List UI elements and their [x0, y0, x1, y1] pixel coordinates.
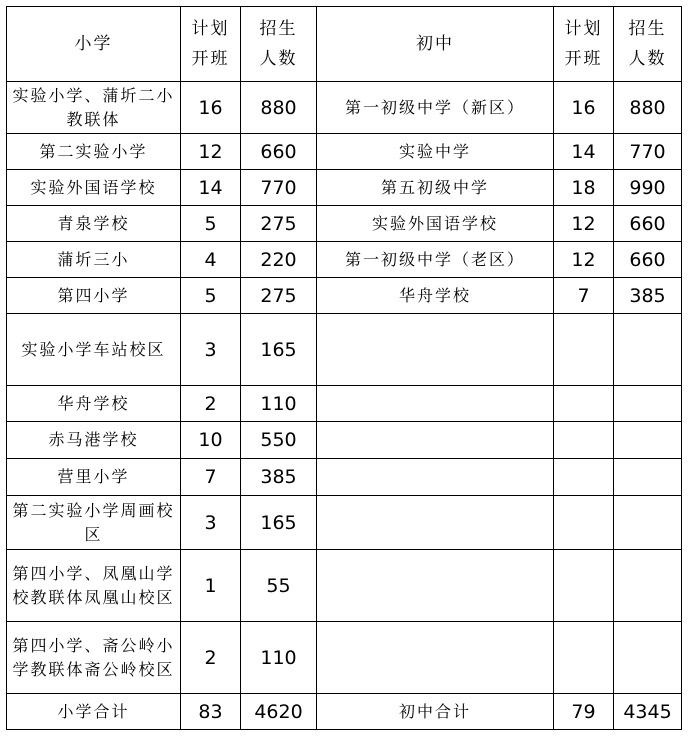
- primary-total-students: 4620: [241, 694, 317, 730]
- primary-students: 550: [241, 422, 317, 459]
- primary-classes: 7: [181, 459, 241, 496]
- middle-students: [614, 422, 682, 459]
- primary-students: 165: [241, 496, 317, 550]
- header-enrollment-line1: 招生: [259, 19, 298, 39]
- middle-school-name: 华舟学校: [317, 278, 554, 314]
- middle-school-name: [317, 550, 554, 622]
- primary-classes: 12: [181, 134, 241, 170]
- middle-total-classes: 79: [554, 694, 614, 730]
- table-row: [7, 386, 682, 422]
- middle-classes: 16: [554, 82, 614, 134]
- primary-school-name: 第四小学、凤凰山学校教联体凤凰山校区: [7, 550, 181, 622]
- primary-students: 880: [241, 82, 317, 134]
- primary-school-name: 蒲圻三小: [7, 242, 181, 278]
- middle-school-name: [317, 496, 554, 550]
- primary-school-name: 华舟学校: [7, 386, 181, 422]
- middle-students: [614, 622, 682, 694]
- primary-classes: 3: [181, 496, 241, 550]
- middle-school-name: 实验外国语学校: [317, 206, 554, 242]
- primary-classes: 5: [181, 206, 241, 242]
- enrollment-plan-table: [6, 6, 682, 730]
- primary-school-name: 第二实验小学: [7, 134, 181, 170]
- table-row: [7, 82, 682, 134]
- middle-students: 990: [614, 170, 682, 206]
- middle-classes: 14: [554, 134, 614, 170]
- header-middle-planned-classes-line1: 计划: [564, 19, 603, 39]
- table-row: [7, 134, 682, 170]
- middle-classes: [554, 386, 614, 422]
- primary-school-name: 第四小学、斋公岭小学教联体斋公岭校区: [7, 622, 181, 694]
- primary-classes: 2: [181, 622, 241, 694]
- header-row: [7, 7, 682, 82]
- middle-total-label: 初中合计: [317, 694, 554, 730]
- header-middle-enrollment-line2: 人数: [628, 49, 667, 69]
- middle-school-name: [317, 459, 554, 496]
- primary-students: 220: [241, 242, 317, 278]
- primary-classes: 14: [181, 170, 241, 206]
- primary-students: 660: [241, 134, 317, 170]
- primary-classes: 3: [181, 314, 241, 386]
- primary-students: 275: [241, 206, 317, 242]
- primary-classes: 1: [181, 550, 241, 622]
- middle-school-name: 实验中学: [317, 134, 554, 170]
- header-middle: 初中: [317, 7, 554, 82]
- middle-classes: 7: [554, 278, 614, 314]
- primary-classes: 2: [181, 386, 241, 422]
- primary-school-name: 赤马港学校: [7, 422, 181, 459]
- middle-school-name: [317, 314, 554, 386]
- primary-students: 110: [241, 386, 317, 422]
- primary-school-name: 实验外国语学校: [7, 170, 181, 206]
- middle-total-students: 4345: [614, 694, 682, 730]
- header-enrollment: [241, 7, 317, 82]
- middle-classes: [554, 314, 614, 386]
- primary-total-classes: 83: [181, 694, 241, 730]
- middle-classes: 12: [554, 242, 614, 278]
- primary-school-name: 第四小学: [7, 278, 181, 314]
- table-row: [7, 242, 682, 278]
- middle-students: 770: [614, 134, 682, 170]
- middle-students: [614, 496, 682, 550]
- middle-classes: [554, 459, 614, 496]
- middle-students: [614, 386, 682, 422]
- primary-school-name: 实验小学、蒲圻二小教联体: [7, 82, 181, 134]
- middle-school-name: [317, 386, 554, 422]
- middle-students: 660: [614, 242, 682, 278]
- middle-classes: 12: [554, 206, 614, 242]
- middle-school-name: 第一初级中学（新区）: [317, 82, 554, 134]
- table-row: [7, 278, 682, 314]
- primary-classes: 16: [181, 82, 241, 134]
- primary-students: 110: [241, 622, 317, 694]
- header-primary: 小学: [7, 7, 181, 82]
- middle-school-name: [317, 622, 554, 694]
- primary-students: 385: [241, 459, 317, 496]
- middle-school-name: 第五初级中学: [317, 170, 554, 206]
- header-middle-enrollment: [614, 7, 682, 82]
- middle-students: 385: [614, 278, 682, 314]
- table-row: [7, 422, 682, 459]
- header-middle-enrollment-line1: 招生: [628, 19, 667, 39]
- middle-classes: [554, 496, 614, 550]
- middle-school-name: [317, 422, 554, 459]
- table-row: [7, 550, 682, 622]
- totals-row: [7, 694, 682, 730]
- primary-school-name: 营里小学: [7, 459, 181, 496]
- header-planned-classes: [181, 7, 241, 82]
- table-row: [7, 622, 682, 694]
- table-row: [7, 170, 682, 206]
- middle-students: [614, 459, 682, 496]
- table-row: [7, 496, 682, 550]
- primary-school-name: 实验小学车站校区: [7, 314, 181, 386]
- middle-classes: [554, 550, 614, 622]
- primary-total-label: 小学合计: [7, 694, 181, 730]
- primary-classes: 10: [181, 422, 241, 459]
- middle-classes: [554, 622, 614, 694]
- header-planned-classes-line2: 开班: [191, 49, 230, 69]
- primary-school-name: 青泉学校: [7, 206, 181, 242]
- table-row: [7, 314, 682, 386]
- middle-students: 880: [614, 82, 682, 134]
- header-middle-planned-classes-line2: 开班: [564, 49, 603, 69]
- table-row: [7, 459, 682, 496]
- primary-students: 275: [241, 278, 317, 314]
- primary-classes: 4: [181, 242, 241, 278]
- middle-classes: 18: [554, 170, 614, 206]
- middle-students: [614, 314, 682, 386]
- middle-school-name: 第一初级中学（老区）: [317, 242, 554, 278]
- primary-students: 165: [241, 314, 317, 386]
- primary-students: 55: [241, 550, 317, 622]
- table-row: [7, 206, 682, 242]
- middle-students: 660: [614, 206, 682, 242]
- primary-students: 770: [241, 170, 317, 206]
- header-planned-classes-line1: 计划: [191, 19, 230, 39]
- primary-school-name: 第二实验小学周画校区: [7, 496, 181, 550]
- header-enrollment-line2: 人数: [259, 49, 298, 69]
- header-middle-planned-classes: [554, 7, 614, 82]
- primary-classes: 5: [181, 278, 241, 314]
- middle-classes: [554, 422, 614, 459]
- middle-students: [614, 550, 682, 622]
